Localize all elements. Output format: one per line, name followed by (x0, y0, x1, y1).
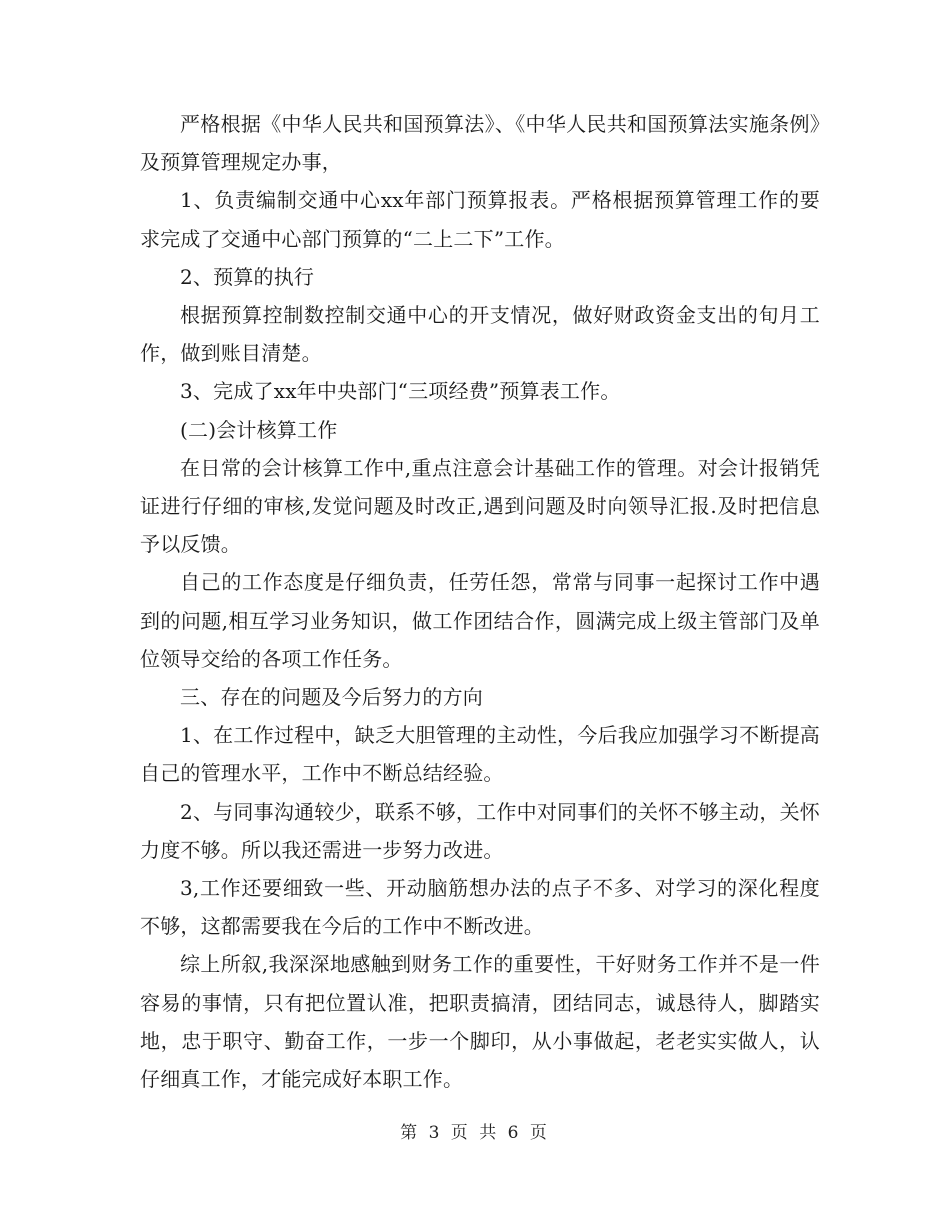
paragraph-accounting-heading: (二)会计核算工作 (180, 417, 338, 442)
paragraph-problem-2: 2、与同事沟通较少，联系不够，工作中对同事们的关怀不够主动，关怀力度不够。所以我还需进一步努力改进。 (140, 799, 820, 862)
paragraph-problems-heading: 三、存在的问题及今后努力的方向 (180, 685, 483, 710)
paragraph-problem-1: 1、在工作过程中，缺乏大胆管理的主动性，今后我应加强学习不断提高自己的管理水平，工作中不断总结经验。 (140, 723, 820, 786)
paragraph-budget-preparation: 1、负责编制交通中心xx年部门预算报表。严格根据预算管理工作的要求完成了交通中心部门预算的“二上二下”工作。 (140, 188, 820, 251)
paragraph-budget-execution: 根据预算控制数控制交通中心的开支情况，做好财政资金支出的旬月工作，做到账目清楚。 (140, 303, 820, 366)
paragraph-problem-3: 3,工作还要细致一些、开动脑筋想办法的点子不多、对学习的深化程度不够，这都需要我在今后的工作中不断改进。 (140, 876, 820, 939)
paragraph-budget-law: 严格根据《中华人民共和国预算法》、《中华人民共和国预算法实施条例》及预算管理规定办事， (140, 112, 820, 175)
paragraph-three-expenses: 3、完成了xx年中央部门“三项经费”预算表工作。 (180, 379, 621, 404)
page-number-footer: 第 3 页 共 6 页 (400, 1123, 550, 1143)
document-body (140, 105, 820, 1098)
paragraph-budget-execution-heading: 2、预算的执行 (180, 264, 315, 289)
paragraph-conclusion: 综上所叙,我深深地感触到财务工作的重要性，干好财务工作并不是一件容易的事情，只有把位置认准，把职责搞清，团结同志，诚恳待人，脚踏实地，忠于职守、勤奋工作，一步一个脚印，从小事做起，老老实实做人，认仔细真工作，才能完成好本职工作。 (140, 952, 820, 1092)
paragraph-work-attitude: 自己的工作态度是仔细负责，任劳任怨，常常与同事一起探讨工作中遇到的问题,相互学习业务知识，做工作团结合作，圆满完成上级主管部门及单位领导交给的各项工作任务。 (140, 570, 820, 671)
paragraph-accounting-work: 在日常的会计核算工作中,重点注意会计基础工作的管理。对会计报销凭证进行仔细的审核,发觉问题及时改正,遇到问题及时向领导汇报.及时把信息予以反馈。 (140, 455, 820, 557)
